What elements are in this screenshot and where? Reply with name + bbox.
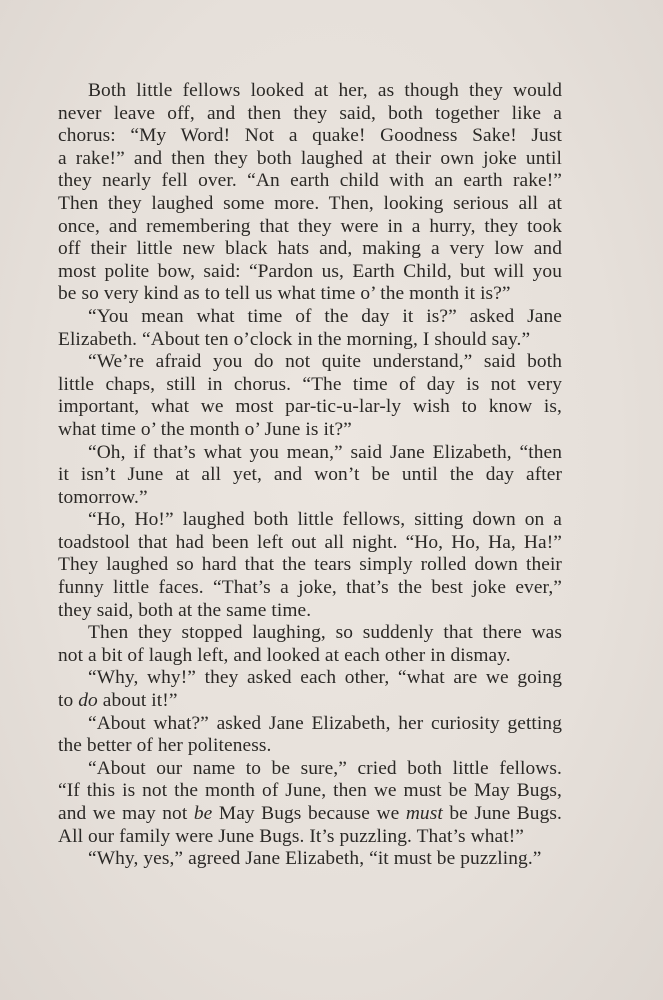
- text-line: chorus: “My Word! Not a quake! Goodness Sake! Just: [58, 125, 562, 147]
- text-line: to do about it!”: [58, 690, 178, 712]
- text-line: not a bit of laugh left, and looked at each other in dismay.: [58, 644, 511, 666]
- text-line: most polite bow, said: “Pardon us, Earth Child, but will you: [58, 260, 562, 282]
- text-line: “Why, yes,” agreed Jane Elizabeth, “it must be puzzling.”: [88, 848, 542, 870]
- text-line: a rake!” and then they both laughed at their own joke until: [58, 147, 562, 169]
- text-line: the better of her politeness.: [58, 735, 272, 757]
- text-line: toadstool that had been left out all night. “Ho, Ho, Ha, Ha!”: [58, 531, 562, 553]
- text-line: it isn’t June at all yet, and won’t be until the day after: [58, 464, 562, 486]
- text-line: Then they stopped laughing, so suddenly that there was: [88, 622, 562, 644]
- text-line: “Oh, if that’s what you mean,” said Jane Elizabeth, “then: [88, 441, 562, 463]
- text-line: and we may not be May Bugs because we must be June Bugs.: [58, 803, 562, 824]
- text-line: they nearly fell over. “An earth child with an earth rake!”: [58, 170, 562, 192]
- text-line: what time o’ the month o’ June is it?”: [58, 418, 352, 440]
- text-line: little chaps, still in chorus. “The time of day is not very: [58, 373, 562, 395]
- text-line: important, what we most par-tic-u-lar-ly wish to know is,: [58, 396, 562, 418]
- text-line: “Why, why!” they asked each other, “what are we going: [88, 667, 562, 689]
- text-line: they said, both at the same time.: [58, 599, 312, 621]
- text-line: once, and remembering that they were in a hurry, they took: [58, 215, 562, 237]
- text-line: “We’re afraid you do not quite understand,” said both: [88, 351, 562, 373]
- text-line: funny little faces. “That’s a joke, that’s the best joke ever,”: [58, 577, 562, 599]
- text-line: be so very kind as to tell us what time o’ the month it is?”: [58, 283, 511, 305]
- text-line: Elizabeth. “About ten o’clock in the morning, I should say.”: [58, 328, 531, 350]
- text-line: “If this is not the month of June, then we must be May Bugs,: [58, 780, 562, 802]
- text-line: All our family were June Bugs. It’s puzzling. That’s what!”: [58, 825, 524, 847]
- text-line: off their little new black hats and, making a very low and: [58, 238, 562, 260]
- text-line: Then they laughed some more. Then, looking serious all at: [58, 192, 562, 214]
- text-line: Both little fellows looked at her, as though they would: [88, 80, 562, 101]
- text-line: “Ho, Ho!” laughed both little fellows, sitting down on a: [88, 509, 562, 531]
- text-line: “About what?” asked Jane Elizabeth, her curiosity getting: [88, 712, 562, 734]
- page-body-text: [58, 80, 562, 871]
- text-line: never leave off, and then they said, both together like a: [58, 102, 562, 124]
- text-line: “You mean what time of the day it is?” asked Jane: [88, 305, 562, 327]
- text-line: “About our name to be sure,” cried both little fellows.: [88, 757, 562, 779]
- text-line: They laughed so hard that the tears simply rolled down their: [58, 554, 562, 576]
- text-line: tomorrow.”: [58, 486, 148, 508]
